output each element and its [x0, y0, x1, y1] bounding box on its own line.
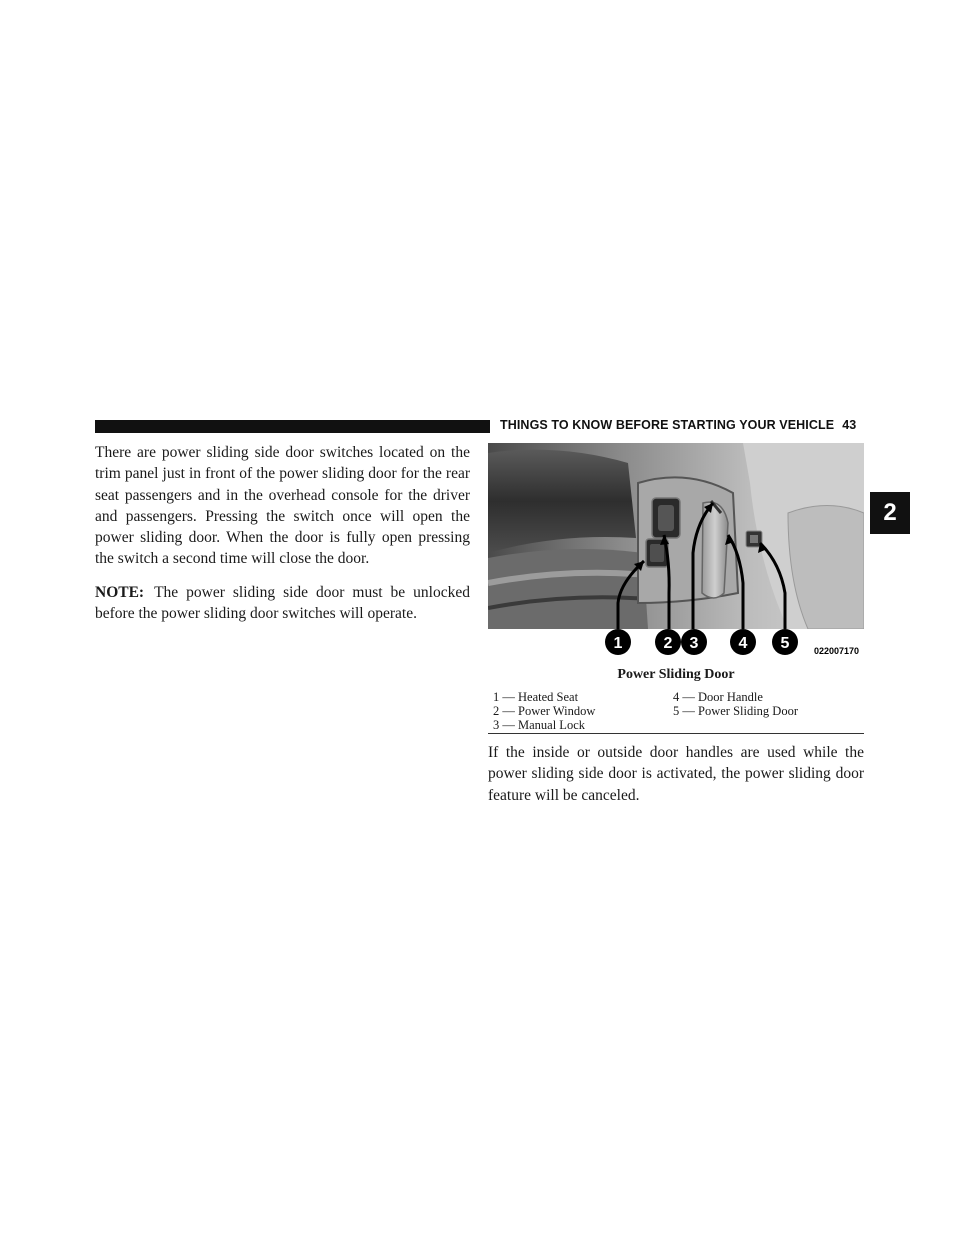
- legend-item-manual-lock: 3 — Manual Lock: [493, 718, 585, 732]
- section-tab: 2: [870, 492, 910, 534]
- page-number: 43: [842, 418, 857, 432]
- figure-caption: Power Sliding Door: [617, 667, 735, 682]
- svg-text:3: 3: [689, 635, 699, 652]
- note-label: NOTE:: [95, 583, 145, 601]
- header-rule-bar: [95, 420, 490, 433]
- paragraph-switch-location: There are power sliding side door switches located on the trim panel just in front of the power sliding door for the rear seat passengers and in the overhead console for the driver and passengers. Pressing the switch once will open the power sliding door. When the door is fully open pressing the switch a second time will close the door.: [95, 444, 470, 568]
- power-sliding-door-figure: [488, 443, 864, 661]
- legend-divider: [488, 733, 864, 734]
- callout-5: [772, 629, 798, 655]
- body-text: [95, 442, 470, 636]
- callout-3: [681, 629, 707, 655]
- callout-2: [655, 629, 681, 655]
- door-illustration: [488, 443, 864, 661]
- running-header-title: THINGS TO KNOW BEFORE STARTING YOUR VEHICLE: [500, 418, 835, 432]
- svg-text:1: 1: [613, 635, 623, 652]
- svg-text:5: 5: [780, 635, 790, 652]
- legend-item-power-window: 2 — Power Window: [493, 704, 596, 718]
- legend-item-heated-seat: 1 — Heated Seat: [493, 690, 579, 704]
- callout-1: [605, 629, 631, 655]
- callout-4: [730, 629, 756, 655]
- legend-item-door-handle: 4 — Door Handle: [673, 690, 763, 704]
- running-header: [500, 418, 870, 432]
- paragraph-door-handles: If the inside or outside door handles are used while the power sliding side door is activated, the power sliding door feature will be canceled.: [488, 744, 864, 804]
- image-code: 022007170: [814, 646, 860, 656]
- note-text: The power sliding side door must be unlocked before the power sliding door switches will operate.: [95, 583, 470, 623]
- note-paragraph: [95, 582, 470, 625]
- svg-text:4: 4: [738, 635, 748, 652]
- legend-item-power-sliding-door: 5 — Power Sliding Door: [673, 704, 798, 718]
- svg-text:2: 2: [663, 635, 673, 652]
